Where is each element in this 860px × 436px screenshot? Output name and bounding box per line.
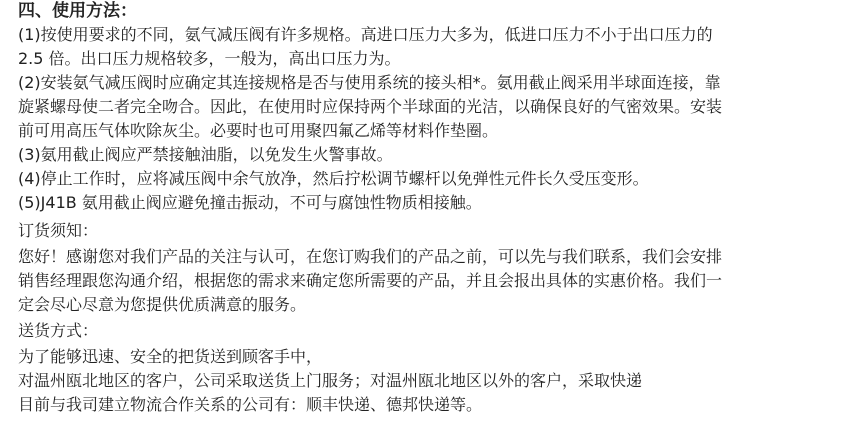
section-heading-usage: 四、使用方法：: [18, 1, 137, 21]
usage-line: (1)按使用要求的不同，氨气减压阀有许多规格。高进口压力大多为，低进口压力不小于出口压力的: [18, 25, 713, 44]
usage-line: (5)J41B 氨用截止阀应避免撞击振动，不可与腐蚀性物质相接触。: [18, 193, 482, 212]
delivery-label: 送货方式：: [18, 321, 99, 340]
usage-line: 旋紧螺母使二者完全吻合。因此，在使用时应保持两个半球面的光洁，以确保良好的气密效果。安装: [18, 97, 723, 116]
ordering-line: 您好！感谢您对我们产品的关注与认可，在您订购我们的产品之前，可以先与我们联系，我们会安排: [18, 247, 723, 266]
usage-line: (3)氨用截止阀应严禁接触油脂，以免发生火警事故。: [18, 145, 393, 164]
document-body: [18, 0, 848, 417]
usage-line: 2.5 倍。出口压力规格较多，一般为，高出口压力为。: [18, 49, 401, 68]
delivery-line: 对温州瓯北地区的客户，公司采取送货上门服务；对温州瓯北地区以外的客户，采取快递: [18, 371, 643, 390]
usage-line: 前可用高压气体吹除灰尘。必要时也可用聚四氟乙烯等材料作垫圈。: [18, 121, 499, 140]
usage-line: (4)停止工作时，应将减压阀中余气放净，然后拧松调节螺杆以免弹性元件长久受压变形。: [18, 169, 649, 188]
ordering-line: 销售经理跟您沟通介绍，根据您的需求来确定您所需要的产品，并且会报出具体的实惠价格。我们一: [18, 271, 723, 290]
usage-line: (2)安装氨气减压阀时应确定其连接规格是否与使用系统的接头相*。氨用截止阀采用半球面连接，靠: [18, 73, 721, 92]
ordering-line: 定会尽心尽意为您提供优质满意的服务。: [18, 295, 307, 314]
ordering-label: 订货须知：: [18, 221, 99, 240]
delivery-line: 目前与我司建立物流合作关系的公司有：顺丰快递、德邦快递等。: [18, 395, 483, 414]
delivery-line: 为了能够迅速、安全的把货送到顾客手中，: [18, 347, 323, 366]
